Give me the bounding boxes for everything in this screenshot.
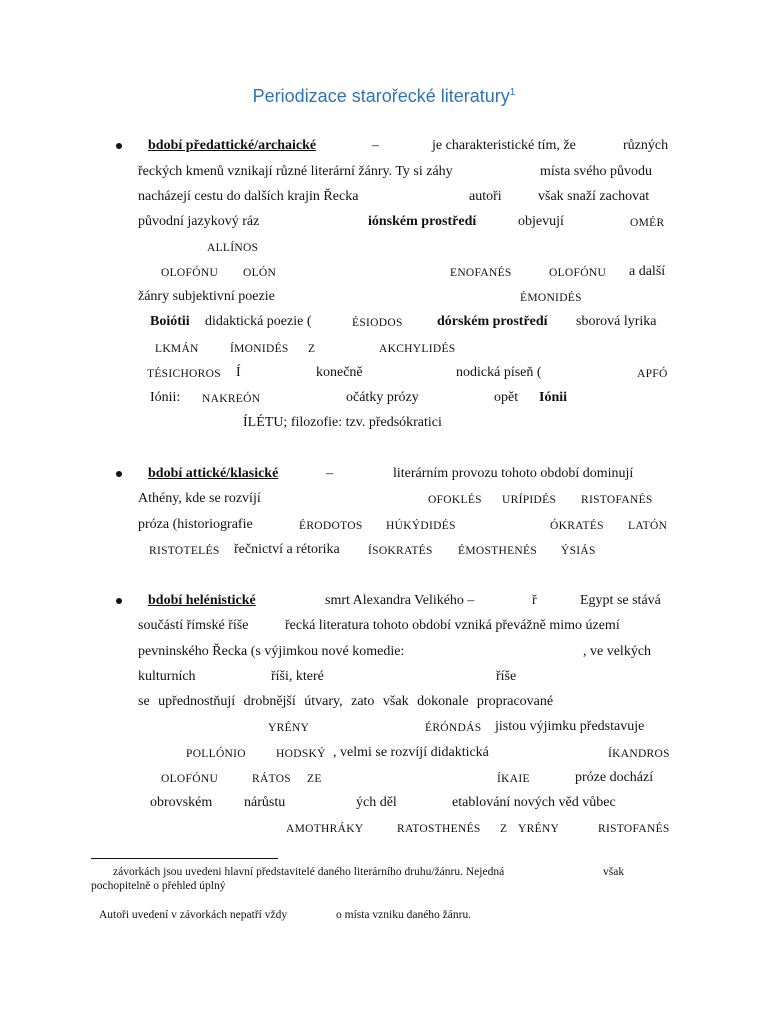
footnote-2-text: o místa vzniku daného žánru. bbox=[336, 909, 472, 921]
text-run: sborová lyrika bbox=[576, 314, 657, 329]
footnote-ref: 1 bbox=[509, 87, 516, 98]
section-heading: bdobí attické/klasické bbox=[148, 466, 279, 481]
author-name: RÁTOS bbox=[252, 773, 291, 785]
text-run: žánry subjektivní poezie bbox=[138, 289, 275, 304]
page-title bbox=[0, 86, 768, 107]
text-run: autoři bbox=[469, 189, 502, 204]
author-name: AMOTHRÁKY bbox=[286, 823, 364, 835]
text-run: dórském prostředí bbox=[437, 314, 548, 329]
footnote-1-text: však bbox=[603, 866, 625, 878]
text-run: místa svého původu bbox=[540, 164, 652, 179]
author-name: RISTOFANÉS bbox=[581, 494, 653, 506]
text-run: řeckých kmenů vznikají různé literární žánry. Ty si záhy bbox=[138, 164, 453, 179]
text-run: jistou výjimku představuje bbox=[495, 719, 645, 734]
author-name: ÍKANDROS bbox=[608, 748, 670, 760]
author-name: ZE bbox=[307, 773, 322, 785]
text-run: objevují bbox=[518, 214, 564, 229]
text-run: však snaží zachovat bbox=[538, 189, 650, 204]
author-name: OFOKLÉS bbox=[428, 494, 482, 506]
text-run: kulturních bbox=[138, 669, 196, 684]
text-run: smrt Alexandra Velikého – bbox=[325, 593, 475, 608]
author-name: ÝSIÁS bbox=[561, 545, 596, 557]
text-run: součástí římské říše bbox=[138, 618, 249, 633]
author-name: ÍMONIDÉS bbox=[230, 343, 289, 355]
text-run: Egypt se stává bbox=[580, 593, 661, 608]
text-run: říše bbox=[496, 669, 517, 684]
author-name: LKMÁN bbox=[155, 343, 199, 355]
author-name: OLOFÓNU bbox=[161, 267, 219, 279]
text-run: nárůstu bbox=[244, 795, 286, 810]
text-run: etablování nových věd vůbec bbox=[452, 795, 616, 810]
author-name: ÉSIODOS bbox=[352, 317, 403, 329]
text-run: říši, které bbox=[271, 669, 324, 684]
author-name: APFÓ bbox=[637, 368, 668, 380]
text-run: obrovském bbox=[150, 795, 213, 810]
text-run: Iónii bbox=[539, 390, 568, 405]
bullet bbox=[116, 471, 122, 477]
text-run: próze dochází bbox=[575, 770, 654, 785]
author-name: URÍPIDÉS bbox=[502, 494, 557, 506]
text-run: různých bbox=[623, 138, 669, 153]
author-name: Z bbox=[308, 343, 316, 355]
text-run: je charakteristické tím, že bbox=[432, 138, 576, 153]
author-name: RISTOFANÉS bbox=[598, 823, 670, 835]
author-name: ÉRÓNDÁS bbox=[425, 722, 482, 734]
author-name: Z bbox=[500, 823, 508, 835]
author-name: LATÓN bbox=[628, 520, 668, 532]
author-name: AKCHYLIDÉS bbox=[379, 343, 456, 355]
text-run: očátky prózy bbox=[346, 390, 419, 405]
text-run: Boiótii bbox=[150, 314, 190, 329]
footnote-1-text: závorkách jsou uvedeni hlavní představitelé daného literárního druhu/žánru. Nejedná bbox=[113, 866, 505, 878]
author-name: YRÉNY bbox=[518, 823, 560, 835]
title-text: Periodizace starořecké literatury bbox=[252, 86, 510, 106]
text-run: ÍLÉTU; filozofie: tzv. předsókratici bbox=[243, 415, 442, 430]
text-run: nodická píseň ( bbox=[456, 365, 542, 380]
author-name: ENOFANÉS bbox=[450, 267, 512, 279]
author-name: OMÉR bbox=[630, 217, 665, 229]
author-name: ÉMOSTHENÉS bbox=[458, 545, 538, 557]
text-run: nacházejí cestu do dalších krajin Řecka bbox=[138, 189, 359, 204]
text-run: ř bbox=[532, 593, 537, 608]
footnote-2-text: Autoři uvedení v závorkách nepatří vždy bbox=[99, 909, 288, 921]
author-name: ÍKAIE bbox=[497, 773, 530, 785]
author-name: ALLÍNOS bbox=[207, 242, 259, 254]
text-run: Athény, kde se rozvíjí bbox=[138, 491, 261, 506]
text-run: opět bbox=[494, 390, 519, 405]
text-run: a další bbox=[629, 264, 666, 279]
text-run: původní jazykový ráz bbox=[138, 214, 260, 229]
text-run: iónském prostředí bbox=[368, 214, 477, 229]
text-run: Í bbox=[236, 365, 241, 380]
footnote-separator bbox=[91, 858, 278, 859]
text-run: , ve velkých bbox=[583, 644, 652, 659]
author-name: OLOFÓNU bbox=[161, 773, 219, 785]
text-run: řecká literatura tohoto období vzniká převážně mimo území bbox=[285, 618, 620, 633]
author-name: ÉMONIDÉS bbox=[520, 292, 582, 304]
author-name: OLÓN bbox=[243, 267, 277, 279]
text-run: se upřednostňují drobnější útvary, zato však dokonale propracované bbox=[138, 694, 554, 709]
author-name: TÉSICHOROS bbox=[147, 368, 221, 380]
text-run: , velmi se rozvíjí didaktická bbox=[333, 745, 489, 760]
text-run: Iónii: bbox=[150, 390, 181, 405]
dash: – bbox=[372, 138, 379, 153]
bullet bbox=[116, 598, 122, 604]
author-name: NAKREÓN bbox=[202, 393, 261, 405]
text-run: pevninského Řecka (s výjimkou nové komedie: bbox=[138, 644, 405, 659]
section-heading: bdobí předattické/archaické bbox=[148, 138, 317, 153]
author-name: ÓKRATÉS bbox=[550, 520, 604, 532]
text-run: literárním provozu tohoto období dominují bbox=[393, 466, 634, 481]
text-run: řečnictví a rétorika bbox=[234, 542, 340, 557]
author-name: RISTOTELÉS bbox=[149, 545, 220, 557]
author-name: HÚKÝDIDÉS bbox=[386, 520, 456, 532]
text-run: didaktická poezie ( bbox=[205, 314, 312, 329]
author-name: RATOSTHENÉS bbox=[397, 823, 481, 835]
author-name: ÍSOKRATÉS bbox=[368, 545, 433, 557]
dash: – bbox=[326, 466, 333, 481]
text-run: próza (historiografie bbox=[138, 517, 253, 532]
section-heading: bdobí helénistické bbox=[148, 593, 256, 608]
author-name: HODSKÝ bbox=[276, 748, 326, 760]
author-name: ÉRODOTOS bbox=[299, 520, 363, 532]
text-run: ých děl bbox=[356, 795, 397, 810]
author-name: POLLÓNIO bbox=[186, 748, 246, 760]
author-name: YRÉNY bbox=[268, 722, 310, 734]
bullet bbox=[116, 143, 122, 149]
footnote-1-text: pochopitelně o přehled úplný bbox=[91, 880, 226, 892]
author-name: OLOFÓNU bbox=[549, 267, 607, 279]
text-run: konečně bbox=[316, 365, 363, 380]
